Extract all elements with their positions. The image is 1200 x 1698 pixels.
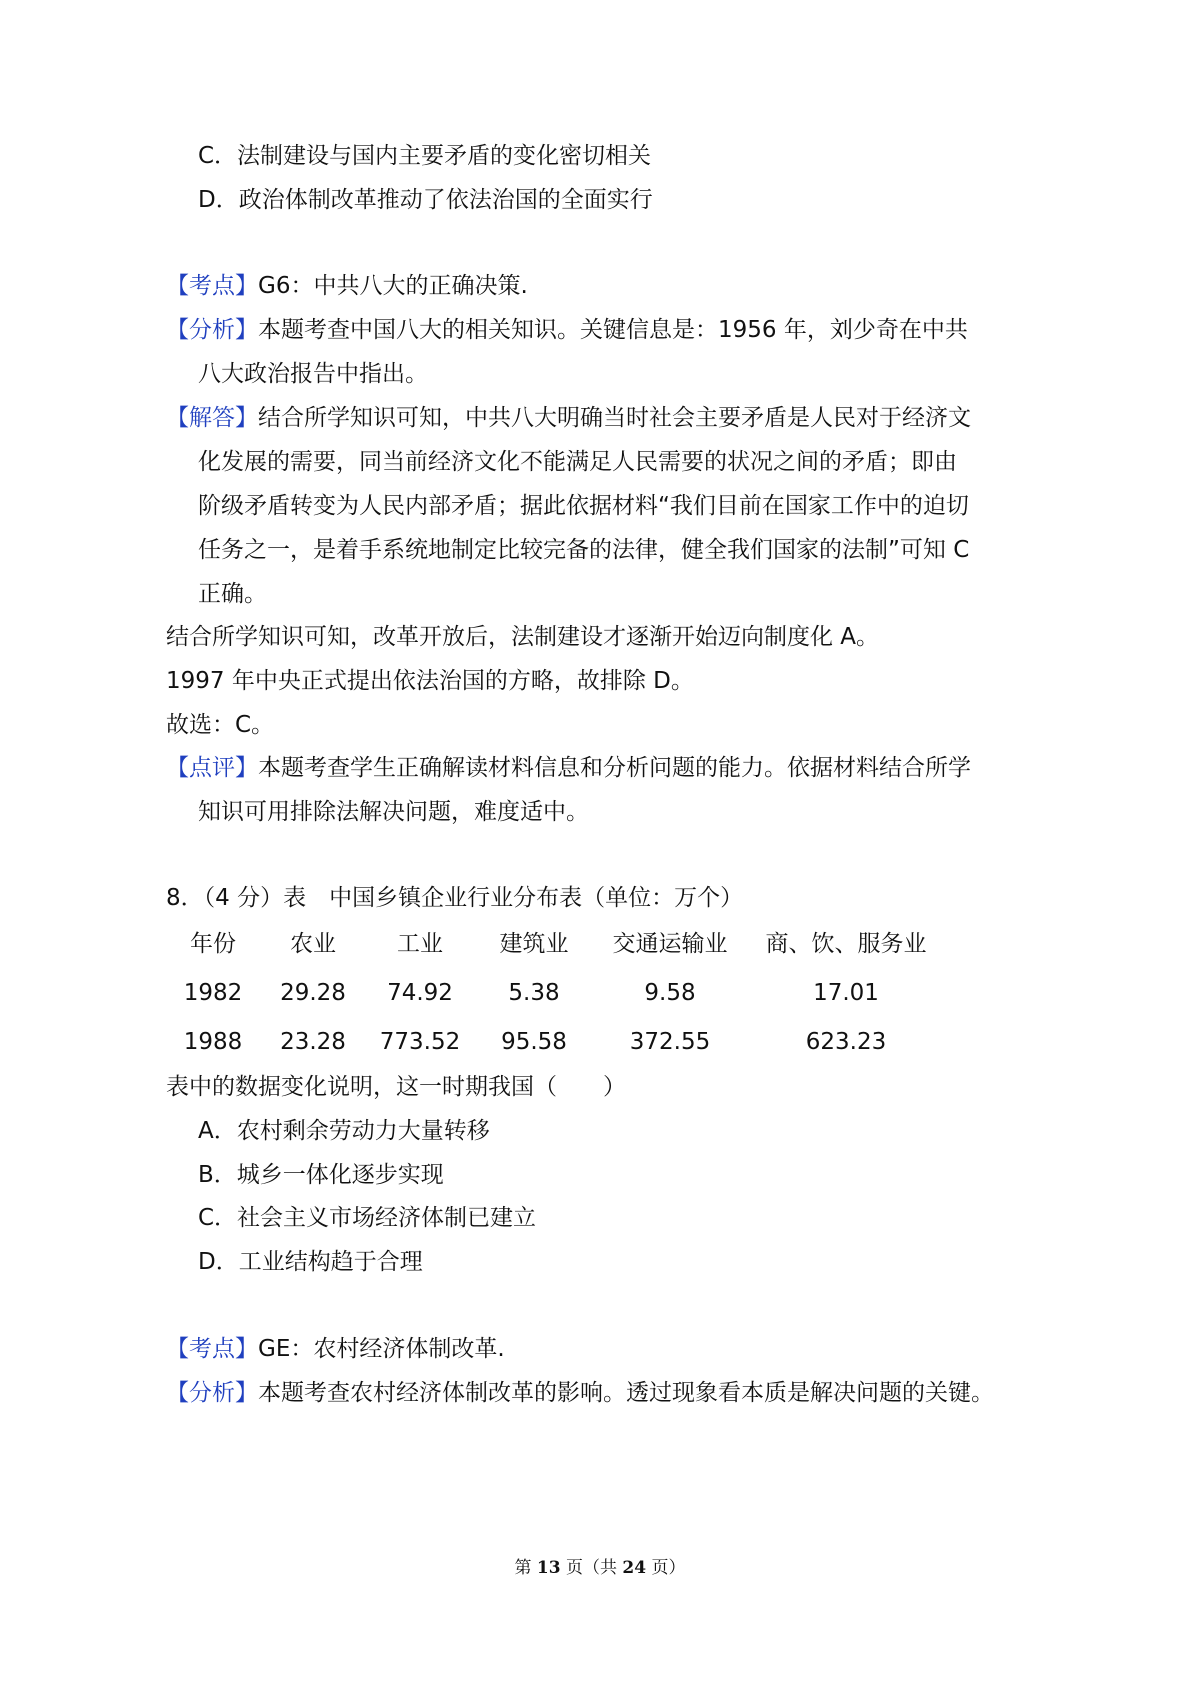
q7-option-c: C．法制建设与国内主要矛盾的变化密切相关 [198,143,652,169]
table-cell: 1988 [183,1029,243,1055]
kaodian-tag: 【考点】 [166,1336,258,1362]
q8-question: 表中的数据变化说明，这一时期我国（ ） [166,1074,626,1100]
dianping-line: 本题考查学生正确解读材料信息和分析问题的能力。依据材料结合所学 [258,755,971,781]
q7-fenxi-line2: 八大政治报告中指出。 [198,361,428,387]
table-row [0,1026,1200,1058]
kaodian-tag: 【考点】 [166,273,258,299]
footer-middle: 页（共 [560,1558,623,1578]
q7-dianping-line2: 知识可用排除法解决问题，难度适中。 [198,799,589,825]
q7-option-d: D．政治体制改革推动了依法治国的全面实行 [198,187,653,213]
fenxi-line: 本题考查农村经济体制改革的影响。透过现象看本质是解决问题的关键。 [258,1380,994,1406]
q8-kaodian [166,1333,505,1365]
table-header-cell: 工业 [397,931,443,957]
q7-extra-line1: 结合所学知识可知，改革开放后，法制建设才逐渐开始迈向制度化 A。 [166,624,880,650]
q7-jieda-line5: 正确。 [198,581,267,607]
q7-jieda [166,402,971,434]
jieda-tag: 【解答】 [166,405,258,431]
table-header-row [0,928,1200,960]
q7-extra-line2: 1997 年中央正式提出依法治国的方略，故排除 D。 [166,668,694,694]
table-cell: 17.01 [813,980,879,1006]
dianping-tag: 【点评】 [166,755,258,781]
table-header-cell: 建筑业 [499,931,569,957]
table-cell: 9.58 [644,980,696,1006]
footer-prefix: 第 [514,1558,537,1578]
fenxi-tag: 【分析】 [166,317,258,343]
fenxi-line: 本题考查中国八大的相关知识。关键信息是：1956 年，刘少奇在中共 [258,317,968,343]
table-cell: 23.28 [280,1029,346,1055]
table-cell: 1982 [183,980,243,1006]
table-header-cell: 年份 [190,931,236,957]
kaodian-text: G6：中共八大的正确决策. [258,273,528,299]
table-cell: 623.23 [805,1029,887,1055]
page-footer [0,1556,1200,1580]
q7-fenxi [166,314,968,346]
table-header-cell: 商、饮、服务业 [765,931,927,957]
q7-jieda-line3: 阶级矛盾转变为人民内部矛盾；据此依据材料“我们目前在国家工作中的迫切 [198,493,969,519]
jieda-line: 结合所学知识可知，中共八大明确当时社会主要矛盾是人民对于经济文 [258,405,971,431]
table-cell: 74.92 [387,980,453,1006]
q8-option-c: C．社会主义市场经济体制已建立 [198,1205,537,1231]
q8-option-a: A．农村剩余劳动力大量转移 [198,1118,490,1144]
table-cell: 95.58 [501,1029,567,1055]
table-header-cell: 农业 [290,931,336,957]
footer-suffix: 页） [646,1558,686,1578]
page-number: 13 [536,1558,561,1578]
q7-jieda-line4: 任务之一，是着手系统地制定比较完备的法律，健全我们国家的法制”可知 C [198,537,970,563]
q8-option-b: B．城乡一体化逐步实现 [198,1162,444,1188]
q8-stem: 8．（4 分）表 中国乡镇企业行业分布表（单位：万个） [166,885,744,911]
table-cell: 5.38 [508,980,560,1006]
q7-jieda-line2: 化发展的需要，同当前经济文化不能满足人民需要的状况之间的矛盾；即由 [198,449,957,475]
fenxi-tag: 【分析】 [166,1380,258,1406]
table-header-cell: 交通运输业 [612,931,728,957]
q8-fenxi [166,1377,994,1409]
page-total: 24 [622,1558,647,1578]
q8-option-d: D．工业结构趋于合理 [198,1249,423,1275]
kaodian-text: GE：农村经济体制改革. [258,1336,505,1362]
table-cell: 29.28 [280,980,346,1006]
table-row [0,977,1200,1009]
q7-answer: 故选：C。 [166,712,275,738]
q7-kaodian [166,270,528,302]
table-cell: 773.52 [379,1029,461,1055]
table-cell: 372.55 [629,1029,711,1055]
q7-dianping [166,752,971,784]
